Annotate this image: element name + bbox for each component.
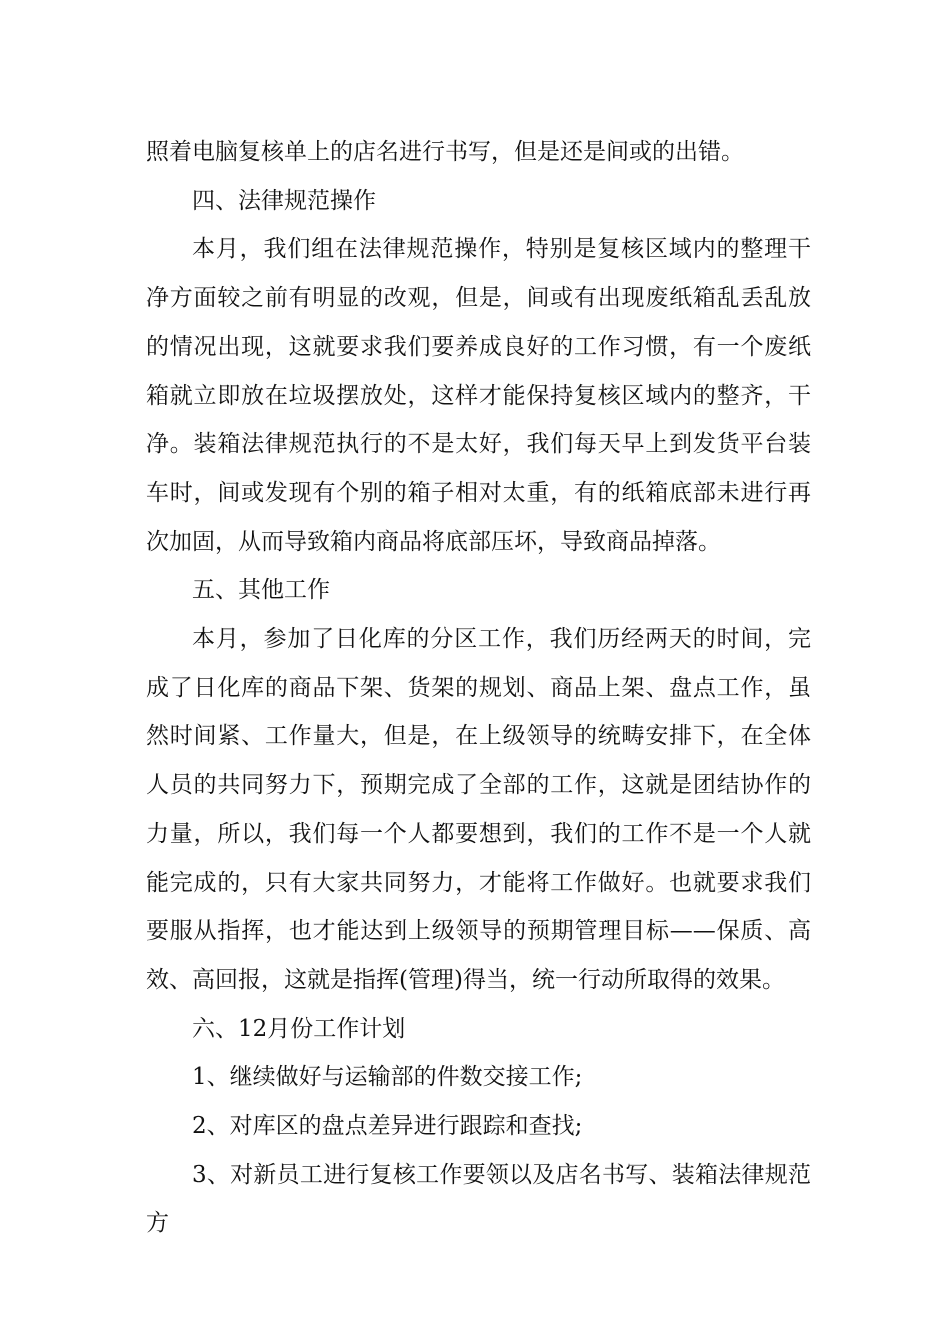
section-heading-december-plan: 六、12月份工作计划: [192, 1015, 406, 1042]
document-body: [146, 128, 811, 1248]
paragraph-legal-operation: 本月，我们组在法律规范操作，特别是复核区域内的整理干净方面较之前有明显的改观，但是，间或有出现废纸箱乱丢乱放的情况出现，这就要求我们要养成良好的工作习惯，有一个废纸箱就立即放在垃圾摆放处，这样才能保持复核区域内的整齐，干净。装箱法律规范执行的不是太好，我们每天早上到发货平台装车时，间或发现有个别的箱子相对太重，有的纸箱底部未进行再次加固，从而导致箱内商品将底部压坏，导致商品掉落。: [146, 236, 811, 555]
plan-item-1: 1、继续做好与运输部的件数交接工作;: [192, 1064, 583, 1091]
section-heading-other-work: 五、其他工作: [192, 577, 330, 604]
paragraph-continuation: 照着电脑复核单上的店名进行书写，但是还是间或的出错。: [146, 139, 744, 165]
paragraph-other-work: 本月，参加了日化库的分区工作，我们历经两天的时间，完成了日化库的商品下架、货架的规划、商品上架、盘点工作，虽然时间紧、工作量大，但是，在上级领导的统畴安排下，在全体人员的共同努力下，预期完成了全部的工作，这就是团结协作的力量，所以，我们每一个人都要想到，我们的工作不是一个人就能完成的，只有大家共同努力，才能将工作做好。也就要求我们要服从指挥，也才能达到上级领导的预期管理目标——保质、高效、高回报，这就是指挥(管理)得当，统一行动所取得的效果。: [146, 626, 811, 993]
plan-item-2: 2、对库区的盘点差异进行跟踪和查找;: [192, 1113, 583, 1140]
section-heading-legal-operation: 四、法律规范操作: [192, 187, 376, 214]
plan-item-3: 3、对新员工进行复核工作要领以及店名书写、装箱法律规范方: [146, 1161, 811, 1237]
